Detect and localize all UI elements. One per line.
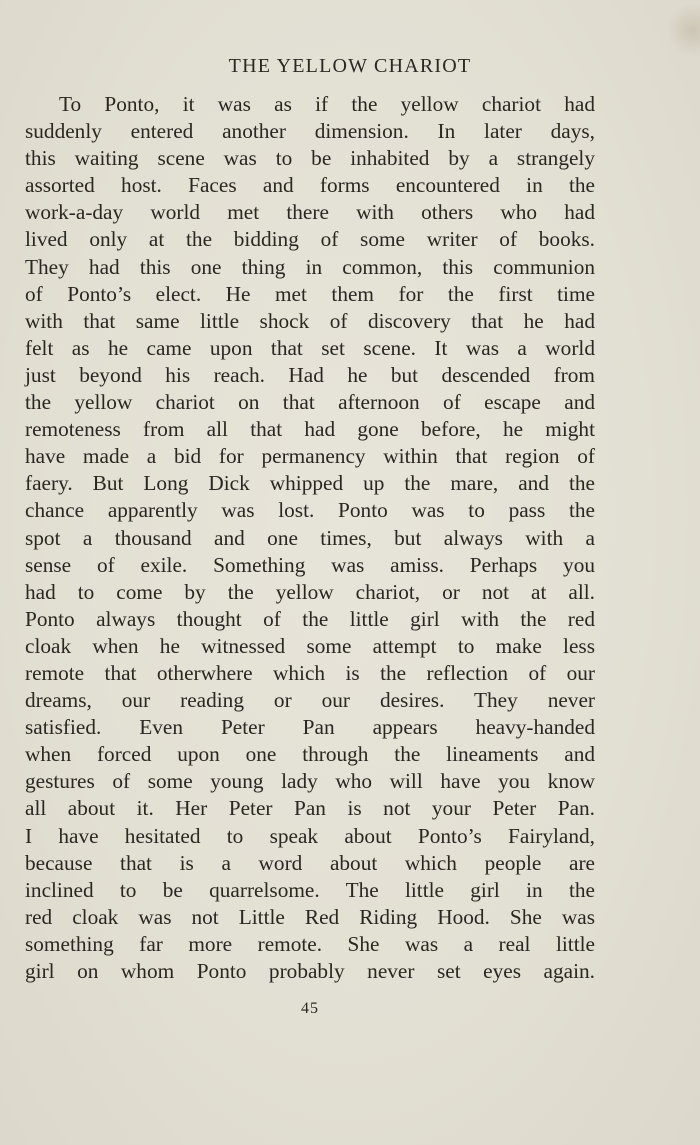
text-line: felt as he came upon that set scene. It was a world	[25, 335, 595, 360]
text-line: of Ponto’s elect. He met them for the first time	[25, 281, 595, 306]
text-line: Ponto always thought of the little girl with the red	[25, 606, 595, 631]
text-line: something far more remote. She was a real little	[25, 931, 595, 956]
page-stain	[668, 0, 700, 60]
text-line: when forced upon one through the lineaments and	[25, 742, 595, 767]
text-line: remoteness from all that had gone before, he might	[25, 417, 595, 442]
text-line: They had this one thing in common, this communion	[25, 254, 595, 279]
text-line: spot a thousand and one times, but always with a	[25, 525, 595, 550]
text-line: inclined to be quarrelsome. The little girl in the	[25, 877, 595, 902]
text-line: the yellow chariot on that afternoon of escape and	[25, 390, 595, 415]
text-line: this waiting scene was to be inhabited by a strangely	[25, 146, 595, 171]
text-line: red cloak was not Little Red Riding Hood. She was	[25, 904, 595, 929]
text-line: satisfied. Even Peter Pan appears heavy-handed	[25, 715, 595, 740]
text-line: just beyond his reach. Had he but descended from	[25, 362, 595, 387]
text-line: cloak when he witnessed some attempt to make less	[25, 633, 595, 658]
text-line: To Ponto, it was as if the yellow chariot had	[59, 92, 595, 116]
page-number: 45	[301, 1000, 319, 1017]
text-line: chance apparently was lost. Ponto was to pass the	[25, 498, 595, 523]
text-line: because that is a word about which people are	[25, 850, 595, 875]
body-text	[25, 91, 595, 985]
text-line: dreams, our reading or our desires. They never	[25, 688, 595, 713]
running-header: THE YELLOW CHARIOT	[228, 55, 472, 77]
text-line: sense of exile. Something was amiss. Perhaps you	[25, 552, 595, 577]
text-line: work-a-day world met there with others who had	[25, 200, 595, 225]
text-line: assorted host. Faces and forms encountered in the	[25, 173, 595, 198]
text-line: I have hesitated to speak about Ponto’s Fairyland,	[25, 823, 595, 848]
text-line: faery. But Long Dick whipped up the mare, and the	[25, 471, 595, 496]
text-line: with that same little shock of discovery that he had	[25, 308, 595, 333]
text-line: remote that otherwhere which is the reflection of our	[25, 660, 595, 685]
text-line: gestures of some young lady who will have you know	[25, 769, 595, 794]
text-line: suddenly entered another dimension. In later days,	[25, 119, 595, 144]
text-line: lived only at the bidding of some writer of books.	[25, 227, 595, 252]
text-line: girl on whom Ponto probably never set eyes again.	[25, 959, 595, 983]
text-line: all about it. Her Peter Pan is not your Peter Pan.	[25, 796, 595, 821]
text-line: had to come by the yellow chariot, or not at all.	[25, 579, 595, 604]
text-line: have made a bid for permanency within that region of	[25, 444, 595, 469]
